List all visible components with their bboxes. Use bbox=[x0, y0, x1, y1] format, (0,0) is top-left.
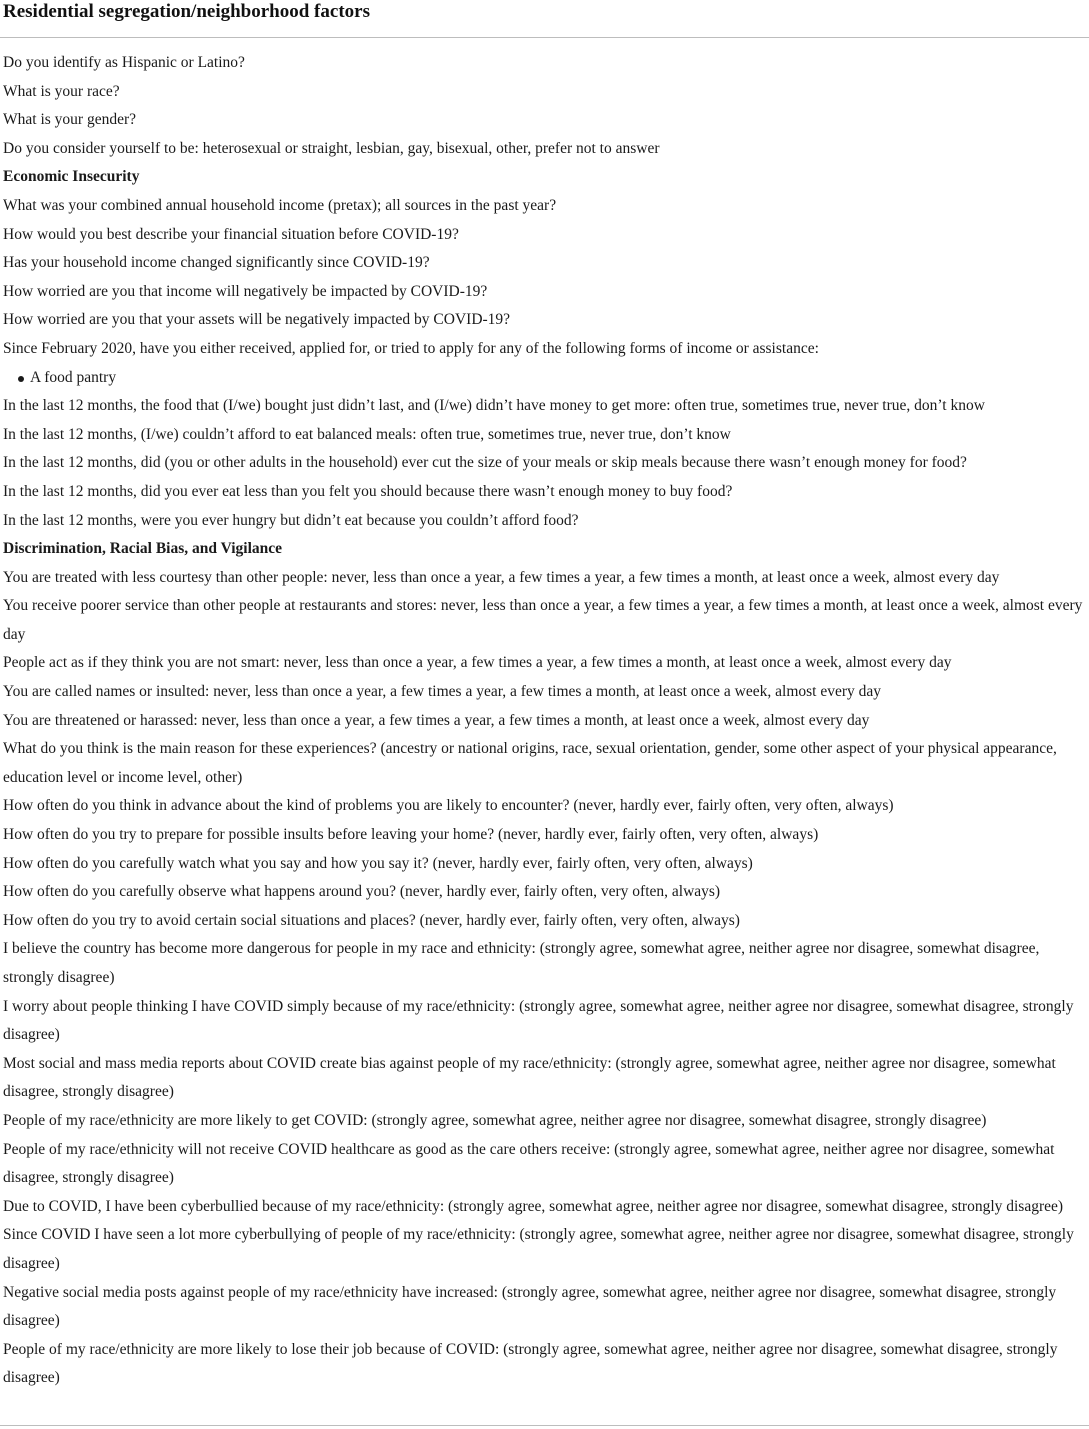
row-text: How often do you carefully observe what happens around you? (never, hardly ever, fairly often, very often, always) bbox=[3, 883, 721, 901]
question-item bbox=[0, 821, 1085, 850]
row-text: Do you consider yourself to be: heterosexual or straight, lesbian, gay, bisexual, other, prefer not to answer bbox=[3, 139, 660, 157]
row-text: What was your combined annual household income (pretax); all sources in the past year? bbox=[3, 196, 557, 214]
question-item bbox=[0, 1193, 1085, 1222]
question-item bbox=[0, 564, 1085, 593]
question-item bbox=[0, 392, 1085, 421]
question-item bbox=[0, 449, 1085, 478]
row-text: How often do you think in advance about the kind of problems you are likely to encounter? (never, hardly ever, fairly often, very often, always) bbox=[3, 797, 894, 815]
section-heading bbox=[0, 535, 1085, 564]
question-item bbox=[0, 935, 1085, 992]
question-item bbox=[0, 1221, 1085, 1278]
row-text: What is your race? bbox=[3, 82, 120, 100]
question-item bbox=[0, 221, 1085, 250]
row-text: How often do you try to prepare for possible insults before leaving your home? (never, hardly ever, fairly often, very often, always) bbox=[3, 826, 819, 844]
question-item bbox=[0, 507, 1085, 536]
row-text: People of my race/ethnicity are more likely to lose their job because of COVID: (strongly agree, somewhat agree, neither agree nor disagree, somewhat disagree, strongly disagree) bbox=[3, 1340, 1058, 1387]
row-text: You are called names or insulted: never, less than once a year, a few times a year, a few times a month, at least once a week, almost every day bbox=[3, 683, 882, 701]
question-item bbox=[0, 850, 1085, 879]
row-text: You are threatened or harassed: never, less than once a year, a few times a year, a few times a month, at least once a week, almost every day bbox=[3, 711, 870, 729]
row-text: In the last 12 months, did you ever eat less than you felt you should because there wasn’t enough money to buy food? bbox=[3, 482, 733, 500]
row-text: Has your household income changed significantly since COVID-19? bbox=[3, 254, 430, 272]
row-text: How worried are you that your assets will be negatively impacted by COVID-19? bbox=[3, 311, 511, 329]
question-item bbox=[0, 592, 1085, 649]
question-item bbox=[0, 1136, 1085, 1193]
question-item bbox=[0, 249, 1085, 278]
row-text: Do you identify as Hispanic or Latino? bbox=[3, 54, 245, 71]
row-text: People of my race/ethnicity will not receive COVID healthcare as good as the care others receive: (strongly agree, somewhat agree, neither agree nor disagree, somewhat disagree, strongly disagree) bbox=[3, 1140, 1055, 1187]
question-list bbox=[0, 49, 1085, 1393]
row-text: I believe the country has become more dangerous for people in my race and ethnicity: (strongly agree, somewhat agree, neither agree nor disagree, somewhat disagree, strongly disagree) bbox=[3, 940, 1040, 986]
row-text: Due to COVID, I have been cyberbullied because of my race/ethnicity: (strongly agree, somewhat agree, neither agree nor disagree, somewhat disagree, strongly disagree) bbox=[3, 1197, 1064, 1215]
question-item bbox=[0, 78, 1085, 107]
question-item bbox=[0, 478, 1085, 507]
row-text: A food pantry bbox=[30, 368, 117, 386]
row-text: How worried are you that income will negatively be impacted by COVID-19? bbox=[3, 282, 488, 300]
row-text: In the last 12 months, the food that (I/we) bought just didn’t last, and (I/we) didn’t have money to get more: often true, sometimes true, never true, don’t know bbox=[3, 397, 985, 415]
question-item bbox=[0, 993, 1085, 1050]
row-text: Economic Insecurity bbox=[3, 168, 140, 186]
row-text: How often do you carefully watch what you say and how you say it? (never, hardly ever, fairly often, very often, always) bbox=[3, 854, 753, 872]
row-text: I worry about people thinking I have COVID simply because of my race/ethnicity: (strongly agree, somewhat agree, neither agree nor disagree, somewhat disagree, strongly disagree) bbox=[3, 997, 1074, 1044]
table-title: Residential segregation/neighborhood factors bbox=[3, 1, 370, 22]
row-text: Since February 2020, have you either received, applied for, or tried to apply for any of the following forms of income or assistance: bbox=[3, 339, 819, 357]
row-text: In the last 12 months, did (you or other adults in the household) ever cut the size of your meals or skip meals because there wasn’t enough money for food? bbox=[3, 454, 967, 472]
question-item bbox=[0, 907, 1085, 936]
question-item bbox=[0, 106, 1085, 135]
question-item bbox=[0, 678, 1085, 707]
question-item bbox=[0, 49, 1085, 78]
row-text: What do you think is the main reason for these experiences? (ancestry or national origins, race, sexual orientation, gender, some other aspect of your physical appearance, education level or income level, other) bbox=[3, 740, 1057, 786]
row-text: In the last 12 months, (I/we) couldn’t afford to eat balanced meals: often true, sometimes true, never true, don’t know bbox=[3, 425, 731, 443]
question-item bbox=[0, 1336, 1085, 1393]
question-item bbox=[0, 278, 1085, 307]
row-text: People of my race/ethnicity are more likely to get COVID: (strongly agree, somewhat agree, neither agree nor disagree, somewhat disagree, strongly disagree) bbox=[3, 1111, 987, 1129]
question-item bbox=[0, 1050, 1085, 1107]
question-item bbox=[0, 1107, 1085, 1136]
question-item bbox=[0, 421, 1085, 450]
question-item bbox=[0, 792, 1085, 821]
row-text: Most social and mass media reports about COVID create bias against people of my race/ethnicity: (strongly agree, somewhat agree, neither agree nor disagree, somewhat disagree, strongly disagree) bbox=[3, 1054, 1056, 1101]
row-text: How often do you try to avoid certain social situations and places? (never, hardly ever, fairly often, very often, always) bbox=[3, 911, 740, 929]
row-text: You are treated with less courtesy than other people: never, less than once a year, a few times a year, a few times a month, at least once a week, almost every day bbox=[3, 568, 1000, 586]
question-item bbox=[0, 735, 1085, 792]
question-item bbox=[0, 135, 1085, 164]
row-text: Discrimination, Racial Bias, and Vigilance bbox=[3, 540, 283, 558]
row-text: In the last 12 months, were you ever hungry but didn’t eat because you couldn’t afford food? bbox=[3, 511, 579, 529]
bullet-dot-icon bbox=[18, 376, 24, 382]
question-item bbox=[0, 1279, 1085, 1336]
row-text: You receive poorer service than other people at restaurants and stores: never, less than once a year, a few times a year, a few times a month, at least once a week, almost every day bbox=[3, 597, 1083, 643]
row-text: Since COVID I have seen a lot more cyberbullying of people of my race/ethnicity: (strongly agree, somewhat agree, neither agree nor disagree, somewhat disagree, strongly disagree) bbox=[3, 1226, 1074, 1272]
section-heading bbox=[0, 163, 1085, 192]
question-item bbox=[0, 878, 1085, 907]
question-item bbox=[0, 707, 1085, 736]
row-text: Negative social media posts against people of my race/ethnicity have increased: (strongly agree, somewhat agree, neither agree nor disagree, somewhat disagree, strongly disagree) bbox=[3, 1283, 1057, 1330]
question-item bbox=[0, 192, 1085, 221]
row-text: What is your gender? bbox=[3, 111, 136, 129]
question-item bbox=[0, 335, 1085, 364]
bullet-item bbox=[0, 364, 1085, 393]
header-rule bbox=[0, 37, 1089, 38]
row-text: How would you best describe your financial situation before COVID-19? bbox=[3, 225, 459, 243]
question-item bbox=[0, 649, 1085, 678]
row-text: People act as if they think you are not smart: never, less than once a year, a few times a year, a few times a month, at least once a week, almost every day bbox=[3, 654, 952, 672]
question-item bbox=[0, 306, 1085, 335]
footer-rule bbox=[0, 1425, 1089, 1426]
